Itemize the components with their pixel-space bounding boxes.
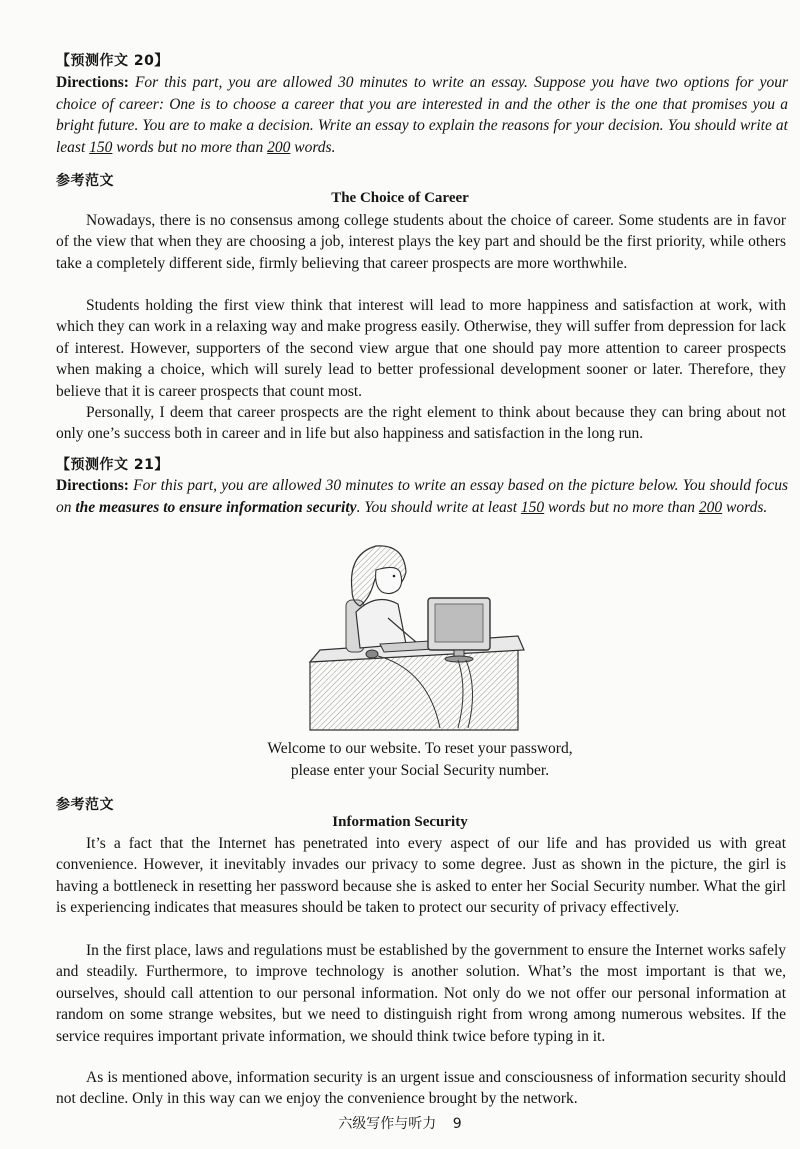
essay-20-sample-title: The Choice of Career [331, 190, 469, 206]
page-footer [0, 1113, 800, 1133]
directions-label: Directions: [56, 477, 129, 494]
essay-21-paragraph-1: It’s a fact that the Internet has penetrated into every aspect of our life and has provided us with great convenience. However, it inevitably invades our privacy to some degree. Just as shown in the picture, the girl is having a bottleneck in resetting her password because she is asked to enter her Social Security number. What the girl is experiencing indicates that measures should be taken to protect our security of privacy effectively. [56, 835, 786, 917]
max-words: 200 [267, 138, 291, 156]
essay-20-paragraph-3: Personally, I deem that career prospects are the right element to think about because they can bring about not only one’s success both in career and in life but also happiness and satisfaction in the long run. [56, 404, 786, 443]
directions-focus: the measures to ensure information security [75, 498, 357, 516]
max-words: 200 [698, 498, 723, 516]
picture-caption-line-1: Welcome to our website. To reset your password, [267, 740, 573, 757]
page-number: 9 [452, 1116, 462, 1132]
girl-at-computer-illustration [308, 540, 538, 735]
essay-21-paragraph-3: As is mentioned above, information security is an urgent issue and consciousness of information security should not decline. Only in this way can we enjoy the convenience brought by the network. [56, 1069, 786, 1108]
mouse [366, 650, 378, 658]
picture-caption-line-2: please enter your Social Security number. [290, 762, 550, 779]
essay-21-sample-label: 参考范文 [56, 797, 114, 813]
girl-body [356, 600, 406, 649]
essay-21-directions: Directions: For this part, you are allowed 30 minutes to write an essay based on the picture below. You should focus on the measures to ensure information security. You should write at least 150 words but no more than 200 words. [56, 477, 788, 516]
essay-21-sample-title: Information Security [332, 814, 468, 830]
essay-21-heading: 【预测作文 21】 [56, 457, 169, 473]
essay-20-heading: 【预测作文 20】 [56, 53, 169, 69]
min-words: 150 [89, 138, 113, 156]
essay-20-paragraph-1: Nowadays, there is no consensus among college students about the choice of career. Some students are in favor of the view that when they are choosing a job, interest plays the key part and should be the first priority, while others take a completely different side, firmly believing that career prospects are more worthwhile. [56, 212, 786, 272]
monitor-screen [435, 604, 483, 642]
essay-21-paragraph-2: In the first place, laws and regulations must be established by the government to ensure the Internet works safely and steadily. Furthermore, to improve technology is another solution. What’s the most important is that we, ourselves, should call attention to our personal information. Not only do we not offer our personal information at random on some strange websites, but we need to distinguish right from wrong among numerous websites. If the service requires important private information, we should think twice before typing in it. [56, 942, 786, 1045]
desk-panel [310, 650, 518, 730]
book-title: 六级写作与听力 [338, 1116, 437, 1132]
min-words: 150 [520, 498, 545, 516]
essay-20-directions: Directions: For this part, you are allowed 30 minutes to write an essay. Suppose you have two options for your choice of career: One is to choose a career that you are interested in and the other is the one that promises you a bright future. You are to make a decision. Write an essay to explain the reasons for your decision. You should write at least 150 words but no more than 200 words. [56, 74, 788, 156]
girl-face [376, 567, 402, 593]
essay-20-paragraph-2: Students holding the first view think that interest will lead to more happiness and satisfaction at work, with which they can work in a relaxing way and make progress easily. Otherwise, they will suffer from depression for lack of interest. However, supporters of the second view argue that one should pay more attention to career prospects when making a choice, which will surely lead to better professional development sooner or later. Therefore, they believe that it is career prospects that count most. [56, 297, 786, 400]
essay-20-sample-label: 参考范文 [56, 173, 114, 189]
directions-label: Directions: [56, 74, 129, 91]
